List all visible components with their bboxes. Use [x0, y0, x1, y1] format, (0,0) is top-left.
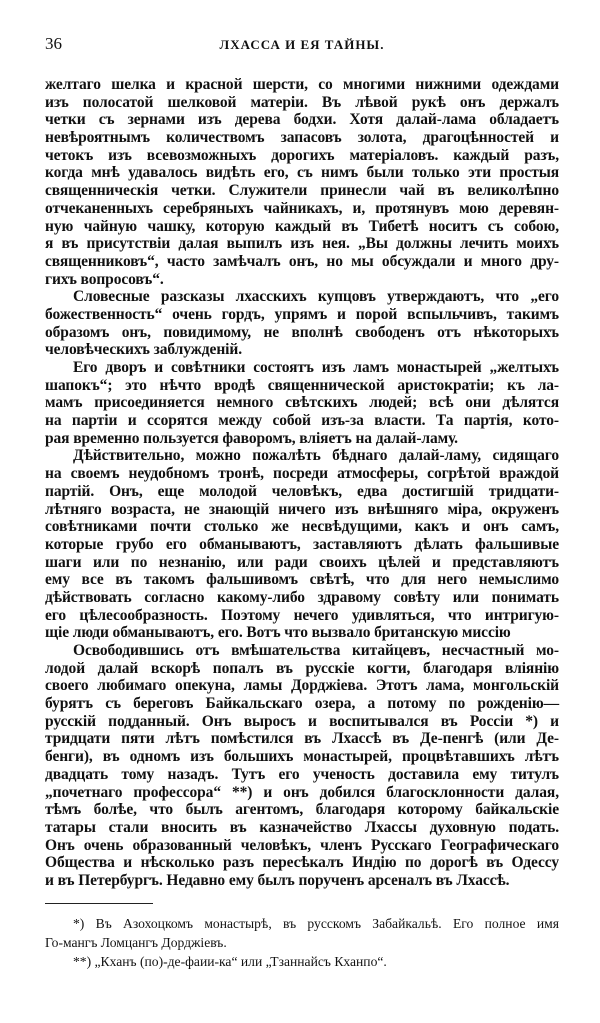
text-line: шапокъ“; это нѣчто вродѣ священнической аристократіи; къ ла-	[45, 376, 559, 394]
text-line: Освободившись отъ вмѣшательства китайцевъ, несчастный мо-	[73, 642, 559, 659]
text-line: гихъ вопросовъ“.	[45, 270, 164, 288]
text-line: Словесные разсказы лхасскихъ купцовъ утверждаютъ, что „его	[73, 288, 559, 306]
text-line: Общества и нѣсколько разъ пересѣкалъ Индію по дорогѣ въ Одессу	[45, 854, 559, 872]
text-line: и въ Петербургъ. Недавно ему былъ порученъ арсеналъ въ Лхассѣ.	[45, 871, 510, 889]
text-line: на своемъ неудобномъ тронѣ, посреди атмосферы, согрѣтой враждой	[45, 465, 559, 483]
text-line: двадцать тому назадъ. Тутъ его ученость доставила ему титулъ	[45, 765, 559, 783]
text-line: ную чайную чашку, которую каждый въ Тибетѣ носитъ съ собою,	[45, 217, 559, 235]
text-line: отчеканенныхъ серебряныхъ чайникахъ, и, протянувъ мою деревян-	[45, 199, 559, 217]
page-number: 36	[45, 34, 62, 53]
text-line: *) Въ Азохоцкомъ монастырѣ, въ русскомъ Забайкальѣ. Его полное имя	[73, 916, 559, 931]
text-line: „почетнаго профессора“ **) и онъ добился благосклонности далая,	[45, 783, 559, 801]
text-line: священниковъ“, часто замѣчалъ онъ, но мы обсуждали и много дру-	[45, 252, 559, 270]
text-line: Его дворъ и совѣтники состоятъ изъ ламъ монастырей „желтыхъ	[73, 359, 559, 376]
text-line: татары стали вносить въ казначейство Лхассы духовную подать.	[45, 818, 559, 836]
text-line: ему все въ такомъ фальшивомъ свѣтѣ, что для него немыслимо	[45, 571, 559, 589]
text-line: совѣтниками почти столько же несвѣдущими, какъ и онъ самъ,	[45, 518, 559, 536]
text-line: **) „Кханъ (по)-де-фаии-ка“ или „Тзаннайсъ Кханпо“.	[73, 954, 387, 969]
text-line: Онъ очень образованный человѣкъ, членъ Русскаго Географическаго	[45, 836, 559, 854]
text-line: тѣмъ болѣе, что былъ агентомъ, благодаря которому байкальскіе	[45, 801, 559, 819]
footnote-divider	[45, 903, 153, 904]
text-line: лодой далай вскорѣ попалъ въ русскіе когти, благодаря вліянію	[45, 659, 559, 677]
text-line: щіе люди обманываютъ, его. Вотъ что вызвало британскую миссію	[45, 624, 511, 642]
text-line: бенги), въ одномъ изъ большихъ монастырей, процвѣтавшихъ лѣтъ	[45, 748, 559, 766]
text-line: русскій подданный. Онъ выросъ и воспитывался въ Россіи *) и	[45, 712, 559, 730]
text-line: священническія четки. Служители принесли чай въ великолѣпно	[45, 182, 559, 200]
text-line: когда мнѣ удавалось видѣть его, съ нимъ были только эти простыя	[45, 164, 559, 182]
footnote	[45, 952, 559, 971]
text-line: своего любимаго опекуна, ламы Дорджіева. Этотъ лама, монгольскій	[45, 677, 559, 695]
text-line: невѣроятнымъ количествомъ запасовъ золота, драгоцѣнностей и	[45, 129, 559, 147]
text-line: его цѣлесообразность. Поэтому нечего удивляться, что интригую-	[45, 606, 559, 624]
text-line: я въ присутствіи далая выпилъ изъ нея. „Вы должны лечить моихъ	[45, 235, 559, 253]
body-text	[45, 76, 559, 890]
text-line: четокъ изъ всевозможныхъ дорогихъ матеріаловъ. каждый разъ,	[45, 146, 559, 164]
text-line: дѣйствовать согласно какому-либо здравому совѣту или понимать	[45, 588, 559, 606]
running-header	[45, 34, 559, 56]
text-line: бурятъ съ береговъ Байкальскаго озера, а потому по рожденію—	[45, 695, 559, 713]
text-line: на партіи и ссорятся между собой изъ-за власти. Та партія, кото-	[45, 412, 559, 430]
text-line: божественность“ очень гордъ, упрямъ и порой вспыльчивъ, такимъ	[45, 305, 559, 323]
text-line: тридцати пяти лѣтъ помѣстился въ Лхассѣ въ Де-пенгѣ (или Де-	[45, 730, 559, 748]
running-title: ЛХАССА И ЕЯ ТАЙНЫ.	[219, 37, 385, 52]
text-line: человѣческихъ заблужденій.	[45, 341, 242, 359]
paragraph	[45, 76, 559, 288]
text-line: Дѣйствительно, можно пожалѣть бѣднаго далай-ламу, сидящаго	[73, 447, 559, 465]
text-line: изъ полосатой шелковой матеріи. Въ лѣвой рукѣ онъ держалъ	[45, 93, 559, 111]
paragraph	[45, 288, 559, 359]
footnotes	[45, 914, 559, 971]
paragraph	[45, 447, 559, 642]
paragraph	[45, 642, 559, 890]
text-line: четки съ зернами изъ дерева бодхи. Хотя далай-лама обладаетъ	[45, 111, 559, 129]
text-line: желтаго шелка и красной шерсти, со многими нижними одеждами	[45, 76, 559, 93]
text-line: рая временно пользуется фаворомъ, вліяетъ на далай-ламу.	[45, 429, 458, 447]
text-line: партій. Онъ, еще молодой человѣкъ, едва достигшій тридцати-	[45, 482, 559, 500]
text-line: образомъ онъ, повидимому, не вполнѣ свободенъ отъ нѣкоторыхъ	[45, 323, 559, 341]
text-line: шаги или по незнанію, или ради своихъ цѣлей и представляютъ	[45, 553, 559, 571]
text-line: лѣтняго возраста, не знающій ничего изъ внѣшняго міра, окруженъ	[45, 500, 559, 518]
paragraph	[45, 359, 559, 447]
text-line: мамъ присоединяется немного свѣтскихъ людей; всѣ они дѣлятся	[45, 394, 559, 412]
text-line: которые грубо его обманываютъ, заставляютъ дѣлать фальшивые	[45, 535, 559, 553]
footnote	[45, 914, 559, 952]
text-line: Го-мангъ Ломцангъ Дорджіевъ.	[45, 935, 227, 950]
